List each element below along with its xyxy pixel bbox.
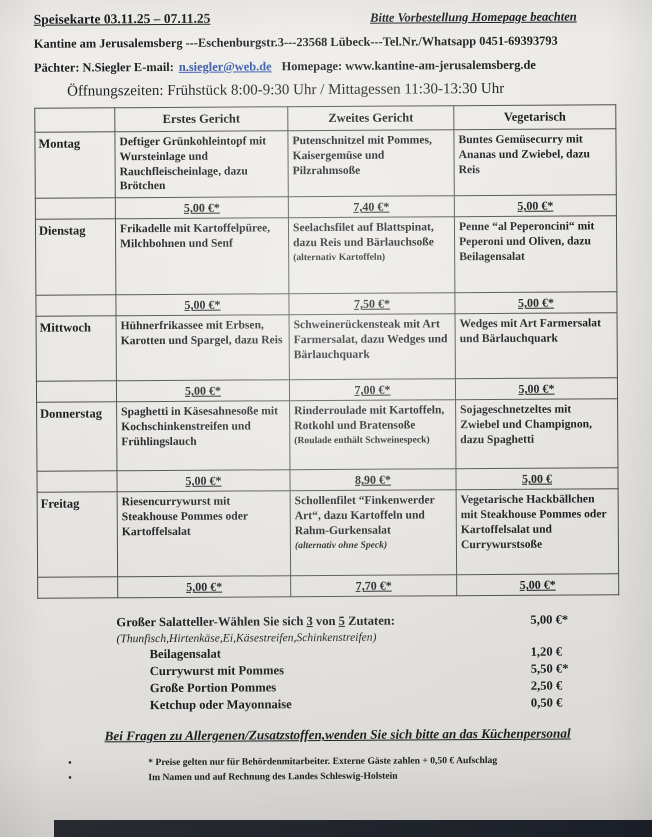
preorder-notice: Bitte Vorbestellung Homepage beachten: [370, 9, 577, 25]
extra-price: 5,00 €*: [530, 612, 569, 628]
dish-cell: [454, 129, 616, 196]
salad-label-mid: von: [312, 614, 339, 629]
dish-cell: [117, 401, 290, 471]
extra-item-label: Große Portion Pommes: [149, 680, 277, 696]
extras-section: [116, 612, 579, 714]
price-cell: [291, 575, 457, 597]
salad-ingredients: (Thunfisch,Hirtenkäse,Ei,Käsestreifen,Schinkenstreifen): [116, 630, 377, 646]
dish-price: 7,50 €*: [353, 296, 391, 312]
dish-price: 5,00 €*: [517, 295, 554, 311]
contact-line: [34, 57, 633, 76]
price-cell: [117, 470, 290, 492]
dish-cell: [290, 400, 456, 470]
extra-price: 2,50 €: [530, 678, 563, 693]
dish-text: Seelachsfilet auf Blattspinat, dazu Reis und Bärlauchsoße: [292, 220, 434, 250]
dish-text: Buntes Gemüsecurry mit Ananas und Zwiebel, dazu Reis: [458, 132, 591, 176]
column-header-vegetarisch: Vegetarisch: [454, 105, 616, 130]
footnotes: [38, 753, 637, 786]
dish-text: Putenschnitzel mit Pommes, Kaisergemüse und Pilzrahmsoße: [292, 133, 432, 177]
dish-price: 7,40 €*: [353, 199, 390, 215]
dish-price: 5,00 €*: [183, 200, 220, 216]
dish-price: 5,00 €: [521, 471, 553, 487]
footnote-text: Im Namen und auf Rechnung des Landes Schleswig-Holstein: [148, 770, 398, 784]
photo-bottom-edge: [54, 820, 652, 837]
paechter-label: Pächter: N.Siegler E-mail:: [33, 59, 174, 75]
extra-item-label: Beilagensalat: [149, 647, 222, 662]
dish-text: Deftiger Grünkohleintopf mit Wursteinlage und Rauchfleischeinlage, dazu Brötchen: [119, 134, 267, 193]
menu-row-dienstag: [35, 216, 616, 296]
salad-count-total: 5: [338, 614, 346, 629]
dish-cell: [456, 399, 618, 469]
extra-item-label: Currywurst mit Pommes: [149, 663, 285, 679]
extra-item-label: Ketchup oder Mayonnaise: [149, 696, 292, 712]
page-title: Speisekarte 03.11.25 – 07.11.25: [33, 10, 211, 27]
dish-price: 5,00 €*: [185, 473, 222, 489]
address-line: Kantine am Jerusalemsberg ---Eschenburgstr.3---23568 Lübeck---Tel.Nr./Whatsapp 0451-69393793: [33, 33, 558, 51]
dish-text: Schweinerückensteak mit Art Farmersalat, dazu Wedges und Bärlauchquark: [293, 317, 448, 362]
allergen-notice: [38, 725, 637, 745]
dish-price: 7,00 €*: [354, 382, 391, 398]
dish-cell: [115, 218, 288, 295]
dish-cell: [454, 216, 616, 293]
dish-price: 7,70 €*: [355, 578, 392, 594]
day-spacer: [36, 295, 116, 316]
day-cell: Dienstag: [35, 219, 115, 295]
extra-price: 5,50 €*: [530, 661, 569, 676]
menu-row-mittwoch: [36, 313, 617, 382]
extra-item: [117, 694, 579, 714]
dish-cell: [455, 313, 617, 379]
dish-text: Wedges mit Art Farmersalat und Bärlauchquark: [459, 316, 601, 346]
price-cell: [454, 195, 616, 217]
dish-cell: [290, 490, 457, 576]
price-cell: [455, 378, 617, 400]
price-cell: [289, 293, 455, 315]
dish-text: Frikadelle mit Kartoffelpüree, Milchbohnen und Senf: [119, 221, 271, 251]
dish-price: 5,00 €*: [518, 381, 555, 397]
day-cell: Montag: [35, 132, 115, 199]
dish-text: Penne “al Peperoncini“ mit Peperoni und Oliven, dazu Beilagensalat: [458, 219, 595, 264]
menu-row-freitag: [37, 489, 619, 578]
column-header-zweites: Zweites Gericht: [288, 106, 454, 131]
dish-text: Spaghetti in Käsesahnesoße mit Kochschinkenstreifen und Frühlingslauch: [121, 404, 279, 449]
price-cell: [289, 379, 455, 401]
price-cell: [288, 196, 454, 218]
day-spacer: [37, 471, 117, 492]
dish-price: 5,00 €*: [186, 579, 223, 595]
price-cell: [456, 468, 618, 490]
extra-price: 1,20 €: [530, 645, 563, 660]
dish-cell: [115, 131, 288, 198]
dish-cell: [456, 489, 619, 575]
dish-cell: [289, 314, 455, 380]
dish-note: (alternativ ohne Speck): [294, 539, 388, 551]
salad-label-post: Zutaten:: [344, 613, 396, 629]
extra-price: [530, 629, 578, 645]
table-header-row: [35, 105, 616, 133]
day-cell: Freitag: [37, 492, 118, 577]
extra-price: 0,50 €: [530, 695, 563, 710]
price-cell: [290, 469, 456, 491]
dish-text: Sojageschnetzeltes mit Zwiebel und Champignon, dazu Spaghetti: [460, 402, 593, 447]
price-cell: [118, 576, 291, 598]
dish-price: 5,00 €*: [519, 577, 556, 593]
day-spacer: [38, 577, 118, 598]
menu-row-montag: [35, 129, 616, 199]
header-row: [34, 8, 615, 28]
day-spacer: [35, 198, 115, 219]
dish-text: Schollenfilet “Finkenwerder Art“, dazu Kartoffeln und Rahm-Gurkensalat: [294, 493, 435, 538]
footnote-text: * Preise gelten nur für Behördenmitarbeiter. Externe Gäste zahlen + 0,50 € Aufschlag: [148, 755, 498, 769]
dish-price: 5,00 €*: [517, 198, 554, 214]
dish-text: Hühnerfrikassee mit Erbsen, Karotten und Spargel, dazu Reis: [120, 318, 283, 348]
dish-price: 8,90 €*: [354, 472, 392, 488]
homepage-text: Homepage: www.kantine-am-jerusalemsberg.de: [281, 57, 536, 74]
column-header-erstes: Erstes Gericht: [115, 107, 288, 132]
dish-cell: [116, 315, 289, 381]
dish-cell: [288, 217, 454, 294]
bullet-icon: •: [68, 772, 72, 784]
dish-price: 5,00 €*: [184, 383, 222, 399]
salad-count-pick: 3: [306, 614, 313, 629]
bullet-icon: •: [68, 757, 72, 769]
dish-text: Rinderroulade mit Kartoffeln, Rotkohl und Bratensoße: [294, 403, 445, 433]
footnote-line: [68, 768, 637, 786]
day-cell: Mittwoch: [36, 316, 116, 381]
menu-table: [34, 104, 619, 599]
allergen-notice-text: Bei Fragen zu Allergenen/Zusatzstoffen,wenden Sie sich bitte an das Küchenpersonal: [104, 725, 571, 744]
price-cell: [116, 294, 289, 316]
price-cell: [455, 292, 617, 314]
dish-cell: [288, 130, 454, 197]
corner-cell: [35, 108, 115, 132]
price-cell: [457, 574, 619, 596]
day-spacer: [36, 381, 116, 402]
dish-text: Vegetarische Hackbällchen mit Steakhouse Pommes oder Kartoffelsalat und Currywurstsoße: [460, 492, 607, 551]
price-row-freitag: [38, 574, 619, 599]
dish-cell: [117, 491, 291, 577]
day-cell: Donnerstag: [37, 402, 117, 471]
dish-note: (alternativ Kartoffeln): [293, 251, 386, 264]
dish-price: 5,00 €*: [184, 297, 221, 313]
opening-hours: Öffnungszeiten: Frühstück 8:00-9:30 Uhr / Mittagessen 11:30-13:30 Uhr: [67, 80, 505, 100]
salad-label-pre: Großer Salatteller-Wählen Sie sich: [116, 614, 307, 630]
price-cell: [116, 380, 289, 402]
dish-text: Riesencurrywurst mit Steakhouse Pommes oder Kartoffelsalat: [121, 494, 248, 539]
menu-row-donnerstag: [37, 399, 618, 472]
email-link[interactable]: n.siegler@web.de: [178, 59, 272, 74]
price-cell: [115, 197, 288, 219]
dish-note: (Roulade enthält Schweinespeck): [294, 434, 430, 447]
